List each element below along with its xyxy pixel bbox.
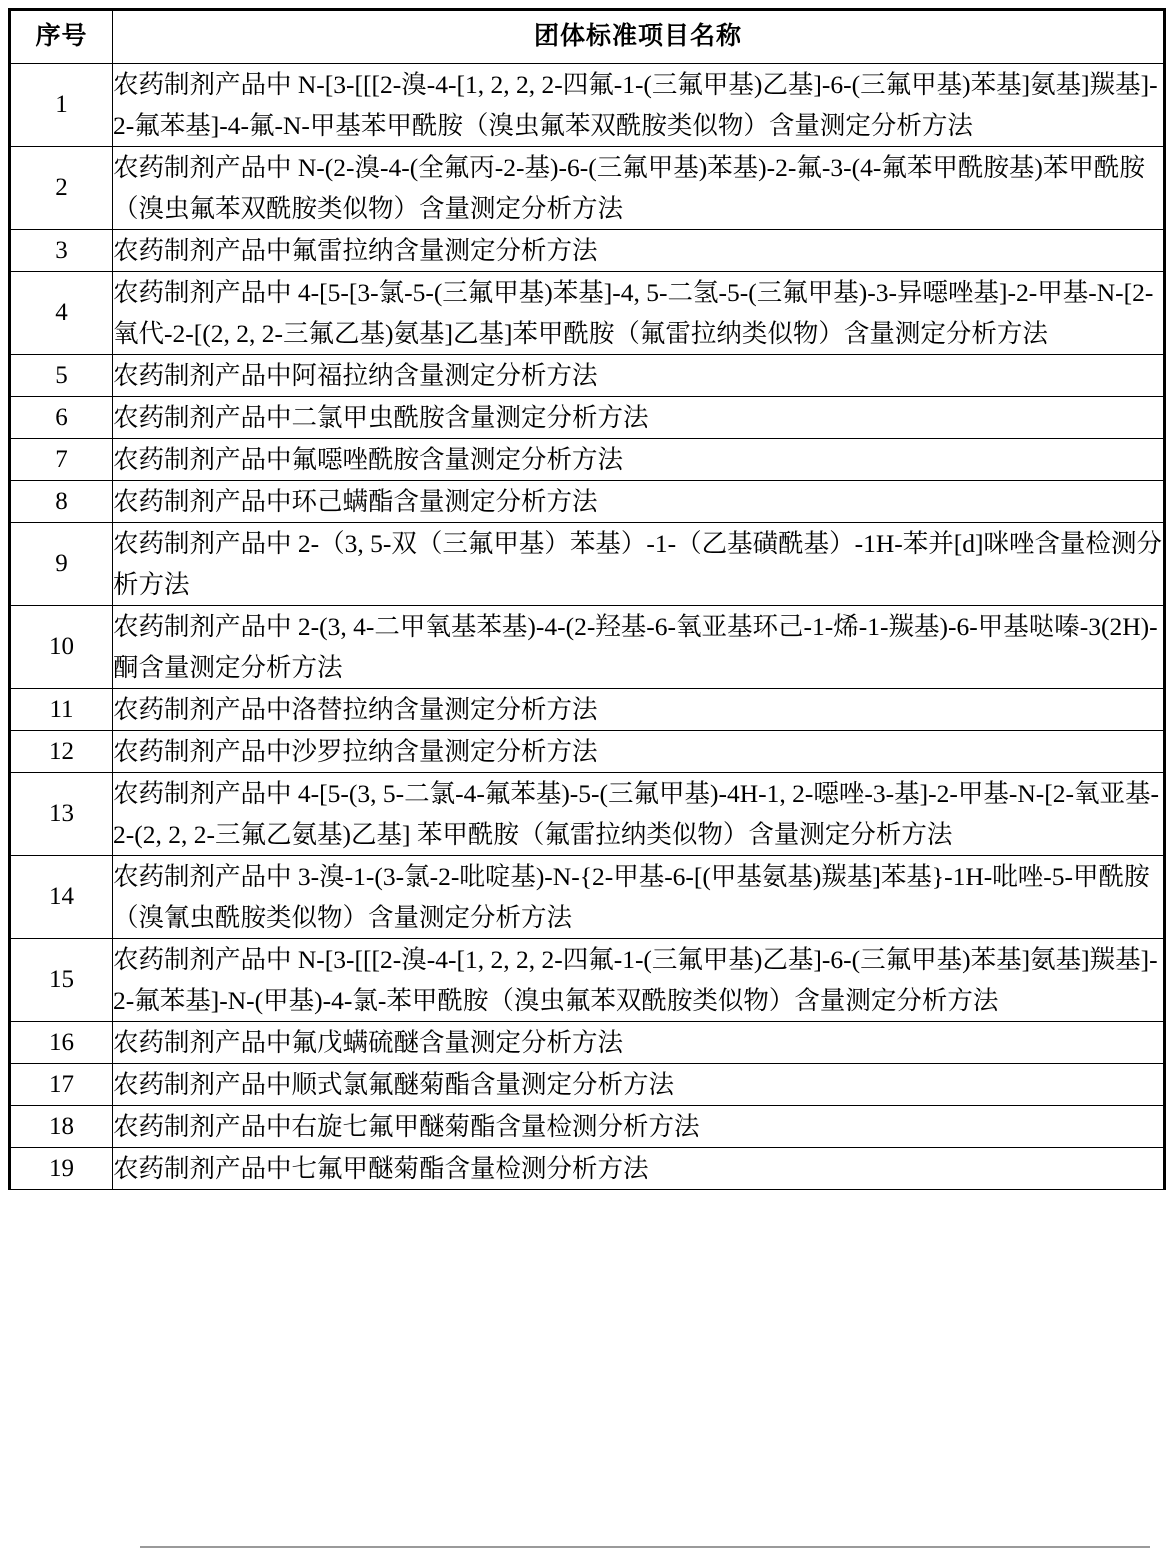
row-standard-name-cell: 农药制剂产品中 2-（3, 5-双（三氟甲基）苯基）-1-（乙基磺酰基）-1H-苯并[d]咪唑含量检测分析方法 — [113, 523, 1165, 606]
row-index-cell: 8 — [10, 481, 113, 523]
row-index-cell: 17 — [10, 1064, 113, 1106]
table-row — [10, 606, 1165, 689]
row-standard-name-cell: 农药制剂产品中右旋七氟甲醚菊酯含量检测分析方法 — [113, 1106, 1165, 1148]
table-row — [10, 1064, 1165, 1106]
page-bottom-rule — [140, 1546, 1150, 1548]
row-standard-name-cell: 农药制剂产品中 2-(3, 4-二甲氧基苯基)-4-(2-羟基-6-氧亚基环己-1-烯-1-羰基)-6-甲基哒嗪-3(2H)-酮含量测定分析方法 — [113, 606, 1165, 689]
row-standard-name-cell: 农药制剂产品中 N-[3-[[[2-溴-4-[1, 2, 2, 2-四氟-1-(三氟甲基)乙基]-6-(三氟甲基)苯基]氨基]羰基]-2-氟苯基]-N-(甲基)-4-氯-苯甲酰胺（溴虫氟苯双酰胺类似物）含量测定分析方法 — [113, 939, 1165, 1022]
table-row — [10, 64, 1165, 147]
row-standard-name-cell: 农药制剂产品中阿福拉纳含量测定分析方法 — [113, 355, 1165, 397]
row-standard-name-cell: 农药制剂产品中氟噁唑酰胺含量测定分析方法 — [113, 439, 1165, 481]
row-index-cell: 9 — [10, 523, 113, 606]
table-header — [10, 10, 1165, 64]
row-index-cell: 13 — [10, 773, 113, 856]
row-index-cell: 1 — [10, 64, 113, 147]
column-header-name: 团体标准项目名称 — [113, 10, 1165, 64]
table-header-row — [10, 10, 1165, 64]
row-index-cell: 3 — [10, 230, 113, 272]
table-body — [10, 64, 1165, 1190]
row-standard-name-cell: 农药制剂产品中 4-[5-[3-氯-5-(三氟甲基)苯基]-4, 5-二氢-5-(三氟甲基)-3-异噁唑基]-2-甲基-N-[2-氧代-2-[(2, 2, 2-三氟乙基)氨基]乙基]苯甲酰胺（氟雷拉纳类似物）含量测定分析方法 — [113, 272, 1165, 355]
row-standard-name-cell: 农药制剂产品中洛替拉纳含量测定分析方法 — [113, 689, 1165, 731]
row-index-cell: 10 — [10, 606, 113, 689]
row-standard-name-cell: 农药制剂产品中 4-[5-(3, 5-二氯-4-氟苯基)-5-(三氟甲基)-4H-1, 2-噁唑-3-基]-2-甲基-N-[2-氧亚基-2-(2, 2, 2-三氟乙氨基)乙基] 苯甲酰胺（氟雷拉纳类似物）含量测定分析方法 — [113, 773, 1165, 856]
table-row — [10, 773, 1165, 856]
row-index-cell: 4 — [10, 272, 113, 355]
row-standard-name-cell: 农药制剂产品中环己螨酯含量测定分析方法 — [113, 481, 1165, 523]
row-standard-name-cell: 农药制剂产品中氟雷拉纳含量测定分析方法 — [113, 230, 1165, 272]
row-standard-name-cell: 农药制剂产品中 N-(2-溴-4-(全氟丙-2-基)-6-(三氟甲基)苯基)-2-氟-3-(4-氟苯甲酰胺基)苯甲酰胺（溴虫氟苯双酰胺类似物）含量测定分析方法 — [113, 147, 1165, 230]
row-index-cell: 6 — [10, 397, 113, 439]
table-row — [10, 355, 1165, 397]
row-index-cell: 11 — [10, 689, 113, 731]
row-index-cell: 5 — [10, 355, 113, 397]
table-row — [10, 397, 1165, 439]
table-row — [10, 731, 1165, 773]
row-standard-name-cell: 农药制剂产品中顺式氯氟醚菊酯含量测定分析方法 — [113, 1064, 1165, 1106]
table-row — [10, 439, 1165, 481]
group-standard-project-table — [8, 8, 1166, 1190]
table-row — [10, 1148, 1165, 1190]
row-index-cell: 7 — [10, 439, 113, 481]
row-standard-name-cell: 农药制剂产品中七氟甲醚菊酯含量检测分析方法 — [113, 1148, 1165, 1190]
column-header-index: 序号 — [10, 10, 113, 64]
row-standard-name-cell: 农药制剂产品中沙罗拉纳含量测定分析方法 — [113, 731, 1165, 773]
row-index-cell: 12 — [10, 731, 113, 773]
table-row — [10, 523, 1165, 606]
row-index-cell: 18 — [10, 1106, 113, 1148]
row-standard-name-cell: 农药制剂产品中氟戊螨硫醚含量测定分析方法 — [113, 1022, 1165, 1064]
table-row — [10, 481, 1165, 523]
table-row — [10, 1106, 1165, 1148]
table-row — [10, 856, 1165, 939]
table-row — [10, 147, 1165, 230]
table-row — [10, 272, 1165, 355]
table-row — [10, 1022, 1165, 1064]
row-index-cell: 19 — [10, 1148, 113, 1190]
table-row — [10, 230, 1165, 272]
row-index-cell: 14 — [10, 856, 113, 939]
row-index-cell: 15 — [10, 939, 113, 1022]
row-standard-name-cell: 农药制剂产品中 N-[3-[[[2-溴-4-[1, 2, 2, 2-四氟-1-(三氟甲基)乙基]-6-(三氟甲基)苯基]氨基]羰基]-2-氟苯基]-4-氟-N-甲基苯甲酰胺（溴虫氟苯双酰胺类似物）含量测定分析方法 — [113, 64, 1165, 147]
row-standard-name-cell: 农药制剂产品中 3-溴-1-(3-氯-2-吡啶基)-N-{2-甲基-6-[(甲基氨基)羰基]苯基}-1H-吡唑-5-甲酰胺（溴氰虫酰胺类似物）含量测定分析方法 — [113, 856, 1165, 939]
row-index-cell: 2 — [10, 147, 113, 230]
row-standard-name-cell: 农药制剂产品中二氯甲虫酰胺含量测定分析方法 — [113, 397, 1165, 439]
row-index-cell: 16 — [10, 1022, 113, 1064]
table-row — [10, 939, 1165, 1022]
table-row — [10, 689, 1165, 731]
